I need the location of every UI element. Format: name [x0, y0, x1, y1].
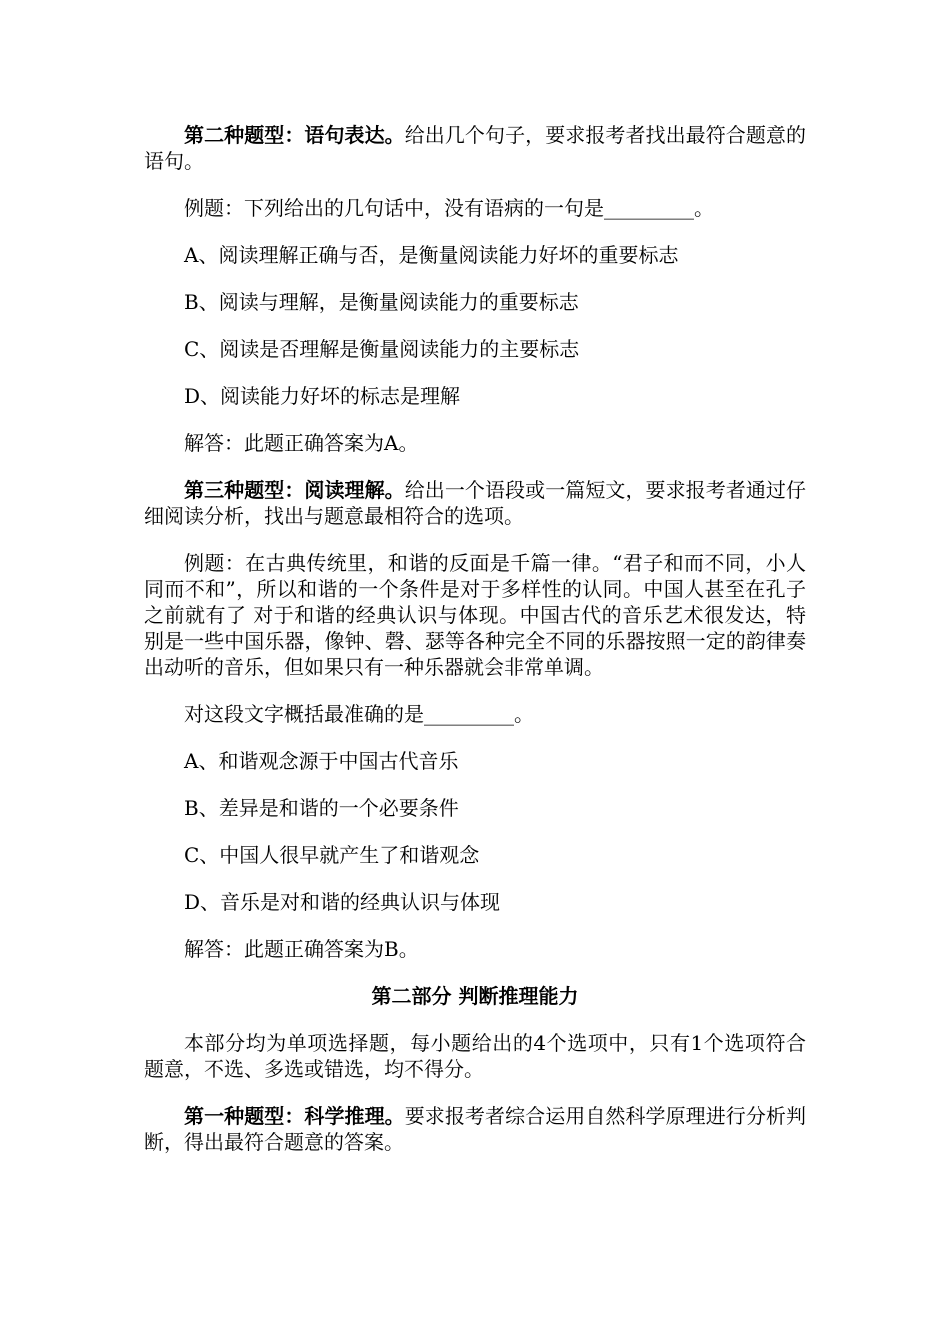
part2-section-paragraph [144, 1103, 806, 1155]
section1-intro-paragraph [144, 122, 806, 174]
part2-intro: 本部分均为单项选择题，每小题给出的4个选项中，只有1个选项符合题意，不选、多选或错选，均不得分。 [144, 1031, 806, 1081]
section2-answer: 解答：此题正确答案为B。 [184, 937, 419, 961]
part2-title: 第二部分 判断推理能力 [371, 984, 579, 1008]
section1-option-c: C、阅读是否理解是衡量阅读能力的主要标志 [184, 337, 580, 361]
section2-option-c: C、中国人很早就产生了和谐观念 [184, 843, 480, 867]
section2-question: 对这段文字概括最准确的是_________。 [184, 702, 534, 726]
section1-example: 例题：下列给出的几句话中，没有语病的一句是_________。 [184, 196, 714, 220]
section2-option-b: B、差异是和谐的一个必要条件 [184, 796, 459, 820]
section2-heading: 第三种题型：阅读理解。 [184, 478, 405, 502]
section1-option-d: D、阅读能力好坏的标志是理解 [184, 384, 461, 408]
section1-option-a: A、阅读理解正确与否，是衡量阅读能力好坏的重要标志 [184, 243, 679, 267]
section2-example: 例题：在古典传统里，和谐的反面是千篇一律。“君子和而不同，小人同而不和”，所以和谐的一个条件是对于多样性的认同。中国人甚至在孔子之前就有了 对于和谐的经典认识与体现。中国古代的音乐艺术很发达，特别是一些中国乐器，像钟、磬、瑟等各种完全不同的乐器按照一定的韵律奏出动听的音乐，但如果只有一种乐器就会非常单调。 [144, 551, 806, 679]
section1-heading: 第二种题型：语句表达。 [184, 123, 405, 147]
section2-option-d: D、音乐是对和谐的经典认识与体现 [184, 890, 501, 914]
section2-intro: 给出一个语段或一篇短文，要求报考者通过仔细阅读分析，找出与题意最相符合的选项。 [144, 478, 807, 528]
section2-intro-paragraph [144, 477, 806, 529]
section2-option-a: A、和谐观念源于中国古代音乐 [184, 749, 459, 773]
document-page [144, 122, 806, 1176]
part2-text: 要求报考者综合运用自然科学原理进行分析判断，得出最符合题意的答案。 [144, 1104, 807, 1154]
section1-option-b: B、阅读与理解，是衡量阅读能力的重要标志 [184, 290, 579, 314]
part2-heading: 第一种题型：科学推理。 [184, 1104, 405, 1128]
section1-answer: 解答：此题正确答案为A。 [184, 431, 419, 455]
section1-intro: 给出几个句子，要求报考者找出最符合题意的语句。 [144, 123, 807, 173]
